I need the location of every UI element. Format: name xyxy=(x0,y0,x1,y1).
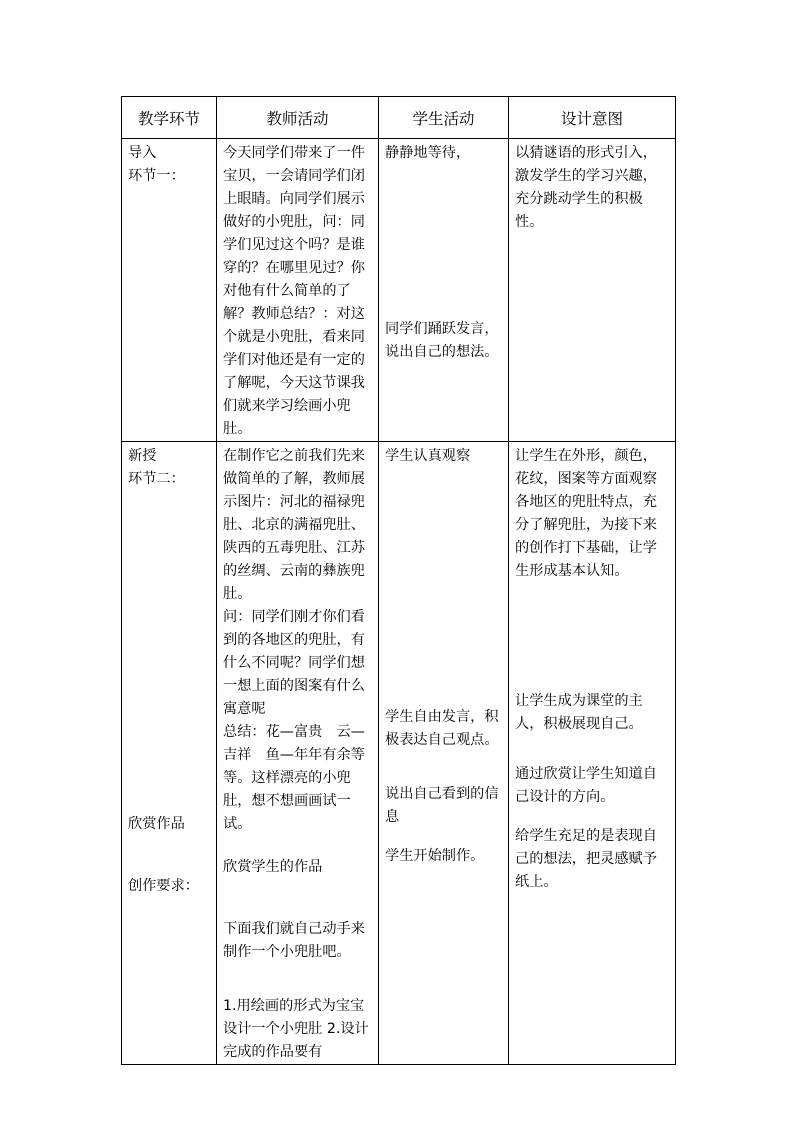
teacher-activity-text: 今天同学们带来了一件宝贝，一会请同学们闭上眼睛。向同学们展示做好的小兜肚，问：同学们见过这个吗？是谁穿的？在哪里见过？你对他有什么简单的了解？教师总结？：对这个就是小兜肚，看来同学们对他还是有一定的了解呢，今天这节课我们就来学习绘画小兜肚。 xyxy=(223,145,365,437)
teacher-cell xyxy=(217,139,379,442)
header-teacher: 教师活动 xyxy=(217,97,379,139)
lesson-plan-table xyxy=(121,96,676,1065)
teacher-activity-text: 欣赏学生的作品 xyxy=(223,859,323,875)
student-activity-text: 静静地等待， xyxy=(385,145,471,161)
table-row-new xyxy=(122,442,676,1065)
stage-label-create: 创作要求： xyxy=(128,878,199,894)
table-row-intro xyxy=(122,139,676,442)
stage-label: 新授 xyxy=(128,448,157,464)
design-intent-text: 让学生成为课堂的主人，积极展现自己。 xyxy=(515,693,643,732)
header-stage: 教学环节 xyxy=(122,97,217,139)
student-activity-text: 说出自己看到的信息 xyxy=(385,786,499,825)
stage-cell xyxy=(122,442,217,1065)
stage-sublabel: 环节一： xyxy=(128,168,185,184)
teacher-activity-text: 问：同学们刚才你们看到的各地区的兜肚，有什么不同呢？同学们想一想上面的图案有什么寓意呢 xyxy=(223,609,365,717)
teacher-activity-text: 1.用绘画的形式为宝宝设计一个小兜肚 2.设计完成的作品要有 xyxy=(223,998,369,1060)
teacher-activity-text: 在制作它之前我们先来做简单的了解，教师展示图片：河北的福禄兜肚、北京的满福兜肚、陕西的五毒兜肚、江苏的丝绸、云南的彝族兜肚。 xyxy=(223,448,365,602)
design-intent-text: 以猜谜语的形式引入，激发学生的学习兴趣，充分跳动学生的积极性。 xyxy=(515,145,657,230)
student-activity-text: 同学们踊跃发言，说出自己的想法。 xyxy=(385,321,499,360)
student-activity-text: 学生开始制作。 xyxy=(385,848,485,864)
stage-sublabel: 环节二： xyxy=(128,471,185,487)
student-cell xyxy=(379,139,509,442)
teacher-cell xyxy=(217,442,379,1065)
student-cell xyxy=(379,442,509,1065)
header-row xyxy=(122,97,676,139)
stage-label: 导入 xyxy=(128,145,157,161)
header-intent: 设计意图 xyxy=(509,97,676,139)
design-intent-text: 通过欣赏让学生知道自己设计的方向。 xyxy=(515,766,657,805)
intent-cell xyxy=(509,442,676,1065)
intent-cell xyxy=(509,139,676,442)
design-intent-text: 让学生在外形，颜色，花纹，图案等方面观察各地区的兜肚特点，充分了解兜肚，为接下来的创作打下基础，让学生形成基本认知。 xyxy=(515,448,657,579)
student-activity-text: 学生认真观察 xyxy=(385,448,471,464)
header-student: 学生活动 xyxy=(379,97,509,139)
student-activity-text: 学生自由发言，积极表达自己观点。 xyxy=(385,709,499,748)
stage-cell xyxy=(122,139,217,442)
teacher-activity-text: 总结：花—富贵 云—吉祥 鱼—年年有余等等。这样漂亮的小兜肚，想不想画画试一试。 xyxy=(223,724,365,832)
stage-label-view: 欣赏作品 xyxy=(128,816,185,832)
design-intent-text: 给学生充足的是表现自己的想法，把灵感赋予纸上。 xyxy=(515,828,657,890)
teacher-activity-text: 下面我们就自己动手来制作一个小兜肚吧。 xyxy=(223,921,365,960)
